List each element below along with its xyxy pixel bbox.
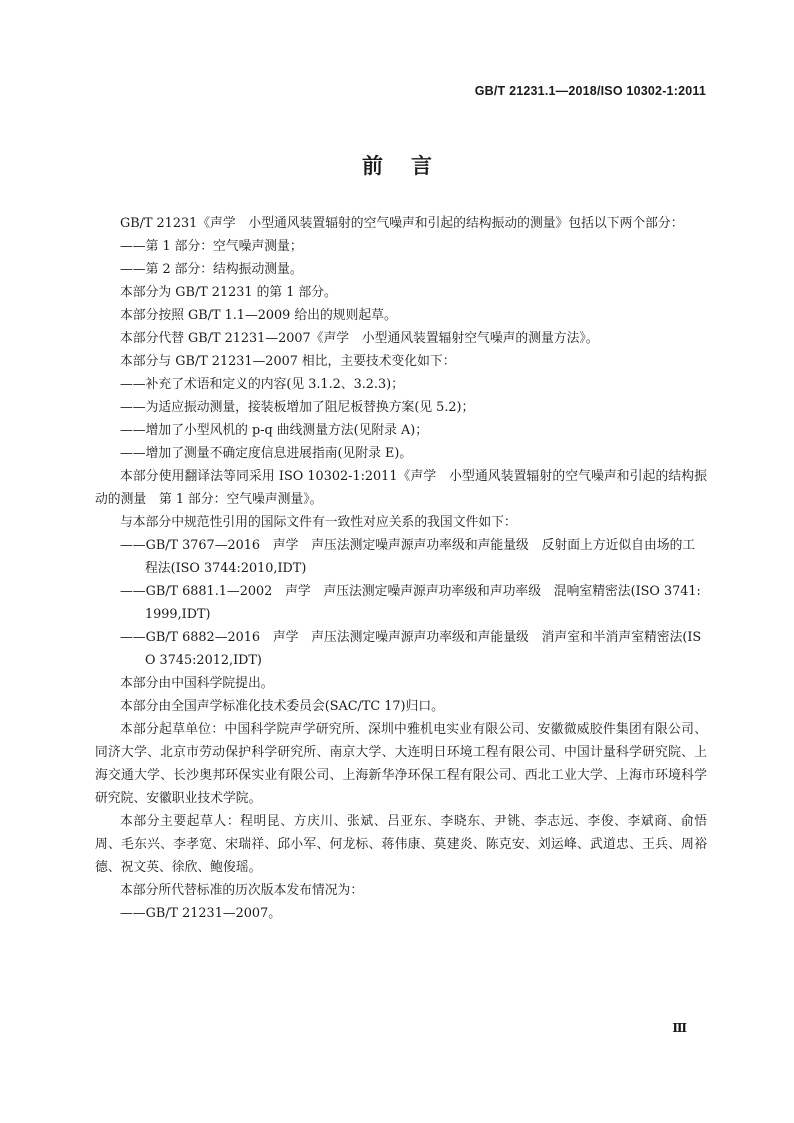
reference-item-1: ——GB/T 3767—2016 声学 声压法测定噪声源声功率级和声能量级 反射面上方近似自由场的工程法(ISO 3744:2010,IDT) bbox=[120, 538, 696, 576]
paragraph-drafters: 本部分主要起草人：程明昆、方庆川、张斌、吕亚东、李晓东、尹铫、李志远、李俊、李斌商、俞悟周、毛东兴、李孝宽、宋瑞祥、邱小军、何龙标、蒋伟康、莫建炎、陈克安、刘运峰、武道忠、王兵、周裕德、祝文英、徐欣、鲍俊瑶。 bbox=[95, 814, 707, 875]
paragraph-part-statement: 本部分为 GB/T 21231 的第 1 部分。 bbox=[120, 285, 337, 300]
paragraph-references-intro: 与本部分中规范性引用的国际文件有一致性对应关系的我国文件如下： bbox=[120, 515, 517, 530]
page-number: Ⅲ bbox=[672, 1021, 687, 1035]
paragraph-replaces: 本部分代替 GB/T 21231—2007《声学 小型通风装置辐射空气噪声的测量方法》。 bbox=[120, 331, 599, 346]
page-title: 前言 bbox=[362, 154, 460, 178]
dash-item-change-4: ——增加了测量不确定度信息进展指南(见附录 E)。 bbox=[120, 446, 413, 461]
document-body bbox=[95, 212, 707, 925]
standard-code: GB/T 21231.1—2018/ISO 10302-1:2011 bbox=[474, 84, 706, 98]
dash-item-part2: ——第 2 部分：结构振动测量。 bbox=[120, 262, 303, 277]
paragraph-history-intro: 本部分所代替标准的历次版本发布情况为： bbox=[120, 883, 364, 898]
paragraph-changes-intro: 本部分与 GB/T 21231—2007 相比，主要技术变化如下： bbox=[120, 354, 456, 369]
paragraph-intro: GB/T 21231《声学 小型通风装置辐射的空气噪声和引起的结构振动的测量》包括以下两个部分： bbox=[120, 216, 684, 231]
paragraph-administered-by: 本部分由全国声学标准化技术委员会(SAC/TC 17)归口。 bbox=[120, 699, 444, 714]
paragraph-drafting-rules: 本部分按照 GB/T 1.1—2009 给出的规则起草。 bbox=[120, 308, 397, 323]
dash-item-part1: ——第 1 部分：空气噪声测量； bbox=[120, 239, 303, 254]
reference-item-2: ——GB/T 6881.1—2002 声学 声压法测定噪声源声功率级和声功率级 混响室精密法(ISO 3741:1999,IDT) bbox=[120, 584, 701, 622]
paragraph-adoption: 本部分使用翻译法等同采用 ISO 10302-1:2011《声学 小型通风装置辐射的空气噪声和引起的结构振动的测量 第 1 部分：空气噪声测量》。 bbox=[95, 469, 707, 507]
dash-item-history: ——GB/T 21231—2007。 bbox=[120, 906, 282, 921]
reference-item-3: ——GB/T 6882—2016 声学 声压法测定噪声源声功率级和声能量级 消声室和半消声室精密法(ISO 3745:2012,IDT) bbox=[120, 630, 702, 668]
paragraph-proposed-by: 本部分由中国科学院提出。 bbox=[120, 676, 274, 691]
dash-item-change-1: ——补充了术语和定义的内容(见 3.1.2、3.2.3)； bbox=[120, 377, 404, 392]
dash-item-change-3: ——增加了小型风机的 p-q 曲线测量方法(见附录 A)； bbox=[120, 423, 429, 438]
dash-item-change-2: ——为适应振动测量，接装板增加了阻尼板替换方案(见 5.2)； bbox=[120, 400, 475, 415]
paragraph-drafting-units: 本部分起草单位：中国科学院声学研究所、深圳中雅机电实业有限公司、安徽微威胶件集团有限公司、同济大学、北京市劳动保护科学研究所、南京大学、大连明日环境工程有限公司、中国计量科学研究院、上海交通大学、长沙奥邦环保实业有限公司、上海新华净环保工程有限公司、西北工业大学、上海市环境科学研究院、安徽职业技术学院。 bbox=[95, 722, 707, 806]
